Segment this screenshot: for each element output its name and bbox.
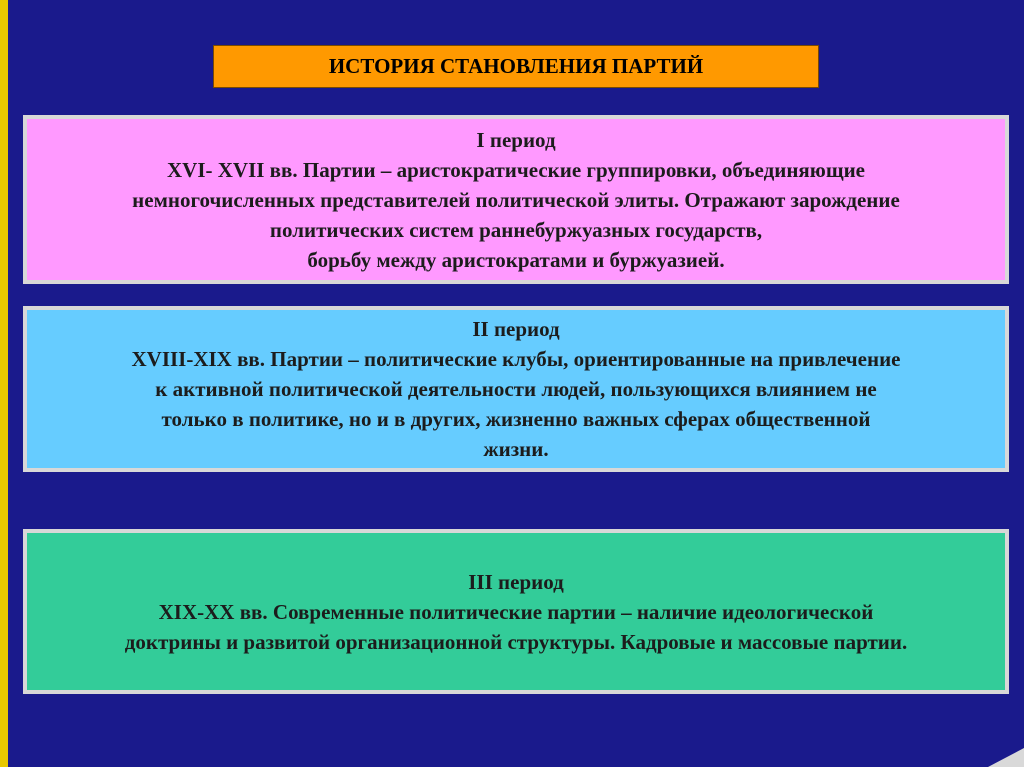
- left-accent-stripe: [0, 0, 8, 767]
- slide-title-text: ИСТОРИЯ СТАНОВЛЕНИЯ ПАРТИЙ: [328, 54, 704, 78]
- slide-title: [213, 45, 819, 88]
- period-3-box: [23, 529, 1009, 694]
- period-1-line-3: политических систем раннебуржуазных государств,: [269, 217, 763, 242]
- period-1-line-4: борьбу между аристократами и буржуазией.: [307, 247, 725, 272]
- slide-corner-marker: [988, 748, 1024, 767]
- period-2-heading: II период: [472, 317, 560, 341]
- period-1-heading: I период: [476, 127, 556, 152]
- period-2-line-3: только в политике, но и в других, жизненно важных сферах общественной: [161, 407, 871, 431]
- period-2-line-1: XVIII-XIX вв. Партии – политические клубы, ориентированные на привлечение: [131, 347, 901, 371]
- period-1-box: [23, 115, 1009, 284]
- period-3-line-2: доктрины и развитой организационной структуры. Кадровые и массовые партии.: [124, 629, 908, 654]
- period-3-line-1: XIX-XX вв. Современные политические партии – наличие идеологической: [158, 599, 874, 624]
- period-1-line-2: немногочисленных представителей политической элиты. Отражают зарождение: [132, 187, 900, 212]
- period-3-heading: III период: [468, 569, 564, 594]
- period-1-line-1: XVI- XVII вв. Партии – аристократические группировки, объединяющие: [167, 157, 865, 182]
- period-2-box: [23, 306, 1009, 472]
- period-2-line-4: жизни.: [483, 437, 549, 461]
- period-2-line-2: к активной политической деятельности людей, пользующихся влиянием не: [155, 377, 877, 401]
